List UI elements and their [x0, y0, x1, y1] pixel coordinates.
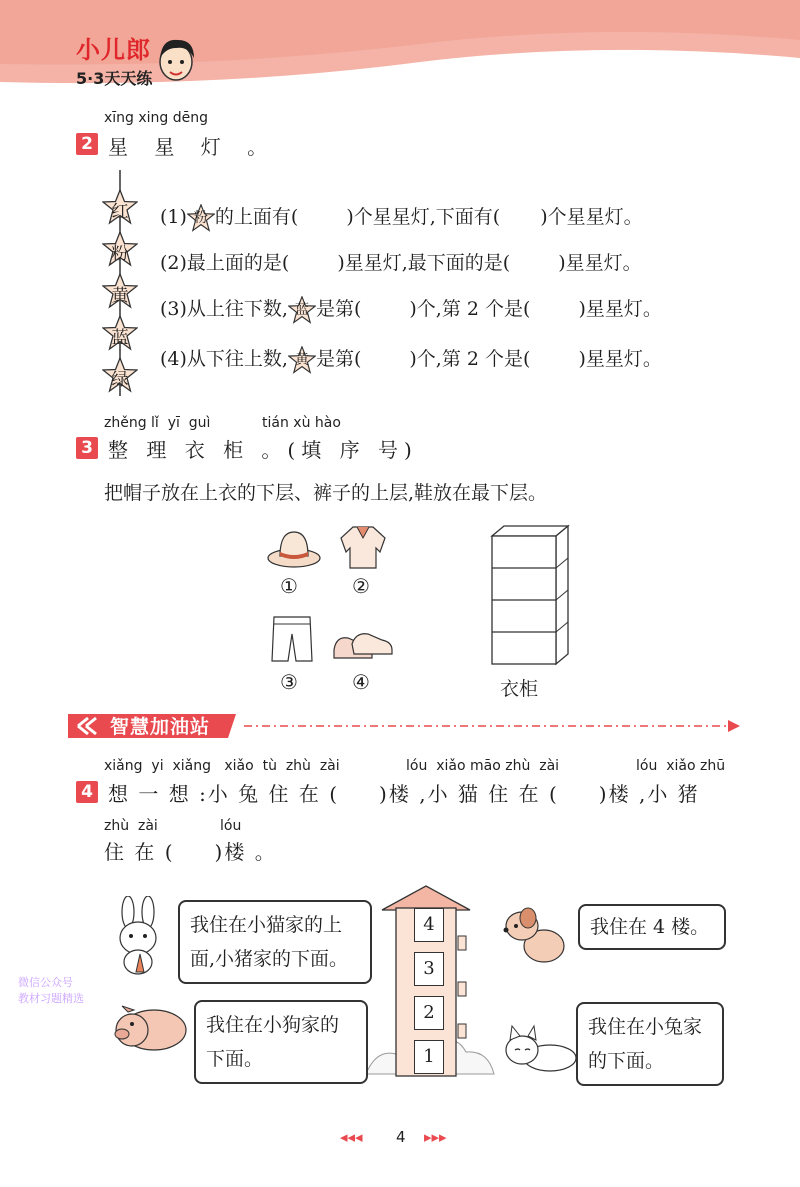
star-inline-yellow: 黄: [288, 346, 316, 374]
dog-icon: [498, 904, 570, 968]
q2-line-1: (1) 粉 的上面有( )个星星灯,下面有( )个星星灯。: [160, 202, 643, 232]
floor-2: 2: [414, 996, 444, 1030]
next-arrows-icon: ▸▸▸: [424, 1128, 447, 1146]
star-lantern-pink: [102, 231, 138, 267]
page-number: 4: [396, 1128, 406, 1146]
q2-pinyin: xīng xing dēng: [104, 110, 209, 126]
q2-title: 星 星 灯 。: [108, 135, 278, 159]
q2-line-2: (2)最上面的是( )星星灯,最下面的是( )星星灯。: [160, 252, 642, 274]
rabbit-speech-bubble: [178, 900, 372, 984]
question-number-badge: 4: [76, 781, 98, 803]
q2-line-4: (4)从下往上数, 黄 是第( )个,第 2 个是( )星星灯。: [160, 344, 662, 374]
star-label: 蓝: [111, 328, 129, 348]
dog-speech-bubble: [578, 904, 726, 950]
star-label: 红: [111, 202, 129, 222]
watermark-line-1: 微信公众号: [18, 976, 73, 989]
star-lantern-blue: [102, 315, 138, 351]
bubble-line: 我住在小兔家: [588, 1016, 703, 1038]
floor-1: 1: [414, 1040, 444, 1074]
pig-icon: [108, 1002, 190, 1058]
star-label: 绿: [111, 370, 129, 390]
star-inline-blue: 蓝: [288, 296, 316, 324]
cat-icon: [500, 1022, 580, 1074]
cat-speech-bubble: [576, 1002, 724, 1086]
star-inline-pink: 粉: [187, 204, 215, 232]
q4-line-2: 住 在 ( )楼 。: [104, 840, 277, 864]
q4-pinyin-b: lóu xiǎo māo zhù zài: [406, 758, 560, 774]
bubble-line: 我住在小猫家的上: [190, 914, 343, 936]
wardrobe-diagram: [486, 522, 572, 670]
star-lantern-green: [102, 357, 138, 393]
item-label-4: ④: [352, 670, 370, 694]
logo-title: 小儿郎: [76, 36, 151, 64]
prev-arrows-icon: ◂◂◂: [340, 1128, 363, 1146]
boy-mascot-icon: [154, 32, 198, 86]
q4-pinyin-c: lóu xiǎo zhū: [636, 758, 726, 774]
bubble-line: 我住在小狗家的: [206, 1014, 340, 1036]
q4-pinyin-e: lóu: [220, 818, 242, 834]
q4-pinyin-a: xiǎng yi xiǎng xiǎo tù zhù zài: [104, 758, 340, 774]
item-label-3: ③: [280, 670, 298, 694]
question-number-badge: 2: [76, 133, 98, 155]
star-lantern-red: [102, 189, 138, 225]
q3-instruction: 把帽子放在上衣的下层、裤子的上层,鞋放在最下层。: [104, 482, 548, 504]
hat-icon: [266, 526, 322, 570]
shirt-icon: [338, 522, 388, 572]
bubble-line: 的下面。: [588, 1050, 665, 1072]
rabbit-icon: [106, 896, 170, 976]
section-banner-title: 智慧加油站: [110, 716, 211, 738]
bubble-line: 我住在 4 楼。: [590, 916, 710, 938]
star-label: 黄: [111, 286, 129, 306]
item-label-2: ②: [352, 574, 370, 598]
bubble-line: 面,小猪家的下面。: [190, 948, 349, 970]
floor-3: 3: [414, 952, 444, 986]
item-label-1: ①: [280, 574, 298, 598]
q3-pinyin-a: zhěng lǐ yī guì: [104, 415, 211, 431]
star-label: 粉: [111, 244, 129, 264]
shoes-icon: [332, 628, 394, 662]
logo-subtitle: 5·3天天练: [76, 69, 153, 88]
pig-speech-bubble: [194, 1000, 368, 1084]
section-divider: [244, 718, 740, 734]
q4-line-1: 想 一 想 :小 兔 住 在 ( )楼 ,小 猫 住 在 ( )楼 ,小 猪: [108, 782, 700, 806]
question-number-badge: 3: [76, 437, 98, 459]
q3-title: 整 理 衣 柜 。(填 序 号): [108, 438, 418, 462]
floor-4: 4: [414, 908, 444, 942]
q2-line-3: (3)从上往下数, 蓝 是第( )个,第 2 个是( )星星灯。: [160, 294, 662, 324]
q4-pinyin-d: zhù zài: [104, 818, 158, 834]
wardrobe-label: 衣柜: [500, 678, 539, 700]
pants-icon: [270, 614, 314, 664]
bubble-line: 下面。: [206, 1048, 264, 1070]
watermark-line-2: 教材习题精选: [18, 992, 84, 1005]
q3-pinyin-b: tián xù hào: [262, 415, 341, 431]
star-lantern-yellow: [102, 273, 138, 309]
